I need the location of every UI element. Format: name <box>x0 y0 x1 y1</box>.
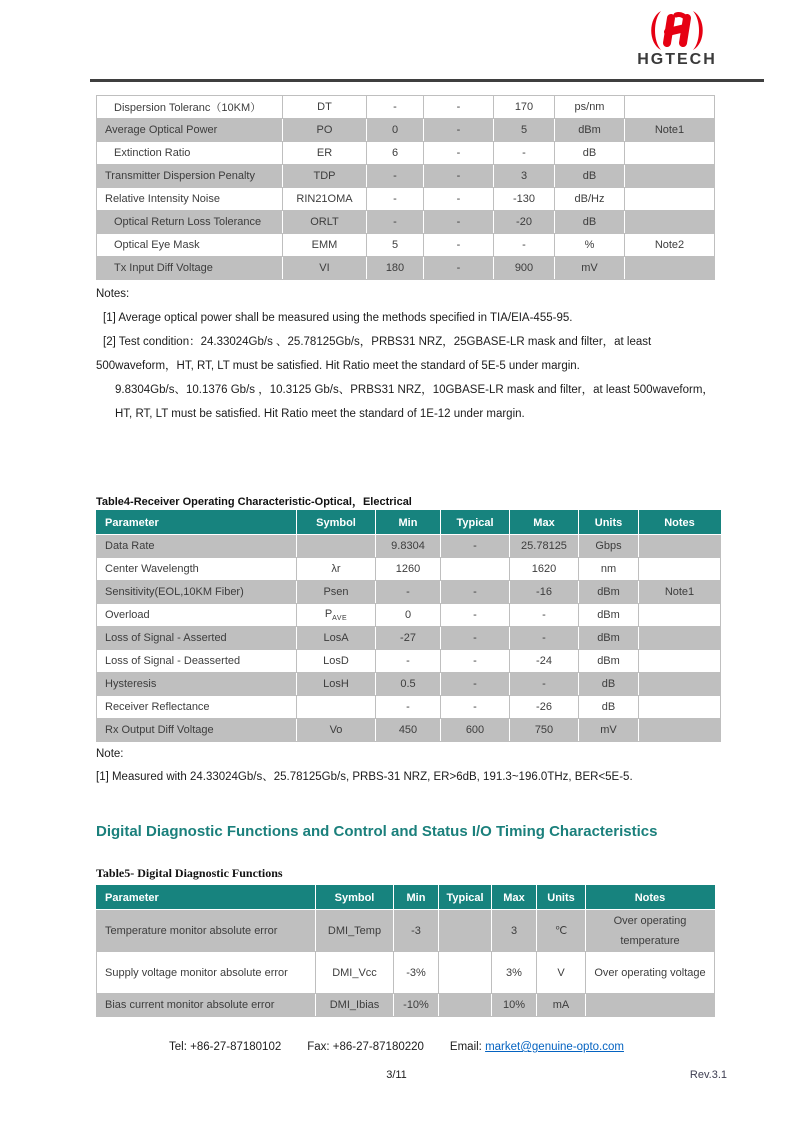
cell-units: mV <box>579 719 639 742</box>
cell-parameter: Hysteresis <box>97 673 297 696</box>
cell-typical <box>439 910 492 952</box>
cell-max: 25.78125 <box>510 535 579 558</box>
cell-symbol: RIN21OMA <box>283 188 367 211</box>
cell-notes <box>639 719 721 742</box>
cell-symbol: EMM <box>283 234 367 257</box>
cell-units: dBm <box>579 627 639 650</box>
cell-notes <box>625 257 715 280</box>
cell-units: ps/nm <box>555 96 625 119</box>
cell-notes <box>586 994 715 1017</box>
cell-min: 5 <box>367 234 424 257</box>
cell-units: dB/Hz <box>555 188 625 211</box>
cell-symbol: DMI_Temp <box>316 910 394 952</box>
note-line: HT, RT, LT must be satisfied. Hit Ratio meet the standard of 1E-12 under margin. <box>115 408 525 420</box>
cell-parameter: Dispersion Toleranc（10KM） <box>97 96 283 119</box>
table-row <box>97 96 715 119</box>
cell-symbol: VI <box>283 257 367 280</box>
header-symbol: Symbol <box>297 511 376 535</box>
cell-max: - <box>510 604 579 627</box>
table-row <box>97 994 715 1017</box>
cell-units: mV <box>555 257 625 280</box>
table-row <box>97 234 715 257</box>
cell-min: 9.8304 <box>376 535 441 558</box>
cell-notes <box>639 604 721 627</box>
cell-notes <box>639 673 721 696</box>
header-notes: Notes <box>639 511 721 535</box>
cell-units: Gbps <box>579 535 639 558</box>
table-header-row <box>97 886 715 910</box>
cell-units: dBm <box>555 119 625 142</box>
cell-min: -10% <box>394 994 439 1017</box>
cell-symbol: Psen <box>297 581 376 604</box>
revision-label: Rev.3.1 <box>689 1069 727 1081</box>
cell-typical: - <box>424 119 494 142</box>
cell-max: - <box>494 142 555 165</box>
note-line: 500waveform，HT, RT, LT must be satisfied. Hit Ratio meet the standard of 5E-5 under margin. <box>96 360 580 372</box>
cell-symbol: Vo <box>297 719 376 742</box>
header-notes: Notes <box>586 886 715 910</box>
cell-typical: - <box>441 604 510 627</box>
cell-typical: - <box>424 96 494 119</box>
cell-parameter: Rx Output Diff Voltage <box>97 719 297 742</box>
cell-typical: - <box>424 234 494 257</box>
cell-notes <box>625 188 715 211</box>
cell-max: 1620 <box>510 558 579 581</box>
cell-notes: Note1 <box>639 581 721 604</box>
cell-notes: Over operating voltage <box>586 952 715 994</box>
cell-min: 1260 <box>376 558 441 581</box>
note-line: [1] Measured with 24.33024Gb/s、25.78125Gb/s, PRBS-31 NRZ, ER>6dB, 191.3~196.0THz, BER<5E-5. <box>96 771 633 783</box>
cell-typical: - <box>424 165 494 188</box>
table-row <box>97 188 715 211</box>
note-title: Note: <box>96 748 124 760</box>
cell-notes: Note2 <box>625 234 715 257</box>
cell-max: 170 <box>494 96 555 119</box>
cell-min: 450 <box>376 719 441 742</box>
note-line: [1] Average optical power shall be measured using the methods specified in TIA/EIA-455-95. <box>103 312 573 324</box>
header-units: Units <box>579 511 639 535</box>
table-row <box>97 535 721 558</box>
cell-parameter: Tx Input Diff Voltage <box>97 257 283 280</box>
hgtech-logo-icon <box>640 8 714 54</box>
notes-title: Notes: <box>96 288 130 300</box>
cell-max: 5 <box>494 119 555 142</box>
cell-units: dB <box>555 165 625 188</box>
cell-notes <box>639 627 721 650</box>
symbol-subscript: AVE <box>332 615 348 623</box>
cell-typical: - <box>441 581 510 604</box>
cell-max: -26 <box>510 696 579 719</box>
cell-symbol: ORLT <box>283 211 367 234</box>
cell-min: 0 <box>376 604 441 627</box>
cell-min: -3% <box>394 952 439 994</box>
cell-units: dBm <box>579 650 639 673</box>
note-block <box>96 743 730 789</box>
cell-min: -27 <box>376 627 441 650</box>
cell-min: - <box>367 188 424 211</box>
cell-symbol: ER <box>283 142 367 165</box>
cell-units: dB <box>555 142 625 165</box>
cell-parameter: Bias current monitor absolute error <box>97 994 316 1017</box>
cell-symbol: DT <box>283 96 367 119</box>
table-row <box>97 119 715 142</box>
cell-typical: - <box>441 650 510 673</box>
cell-min: 6 <box>367 142 424 165</box>
email-link[interactable]: market@genuine-opto.com <box>485 1041 624 1053</box>
cell-symbol: TDP <box>283 165 367 188</box>
header-units: Units <box>537 886 586 910</box>
cell-max: 900 <box>494 257 555 280</box>
cell-notes <box>625 165 715 188</box>
header-max: Max <box>492 886 537 910</box>
cell-max: 10% <box>492 994 537 1017</box>
header-typical: Typical <box>439 886 492 910</box>
cell-typical: - <box>424 142 494 165</box>
header-min: Min <box>376 511 441 535</box>
table-row <box>97 673 721 696</box>
cell-typical <box>439 994 492 1017</box>
cell-parameter: Relative Intensity Noise <box>97 188 283 211</box>
cell-units: % <box>555 234 625 257</box>
cell-notes <box>625 142 715 165</box>
table-row <box>97 910 715 952</box>
cell-parameter: Optical Eye Mask <box>97 234 283 257</box>
table-row <box>97 142 715 165</box>
company-name: HGTECH <box>637 51 717 68</box>
cell-symbol: $P_{AVE}$ <box>297 604 376 627</box>
notes-block <box>96 282 730 426</box>
cell-typical: - <box>424 211 494 234</box>
cell-min: 0.5 <box>376 673 441 696</box>
digital-diagnostic-table <box>96 885 715 1017</box>
transmitter-table-continuation <box>96 95 715 280</box>
cell-min: - <box>367 165 424 188</box>
cell-symbol: LosH <box>297 673 376 696</box>
cell-min: - <box>367 96 424 119</box>
table4-caption: Table4-Receiver Operating Characteristic-Optical，Electrical <box>96 496 412 508</box>
section-heading: Digital Diagnostic Functions and Control and Status I/O Timing Characteristics <box>96 823 658 840</box>
cell-notes <box>639 535 721 558</box>
table-row <box>97 558 721 581</box>
cell-min: - <box>376 650 441 673</box>
cell-parameter: Supply voltage monitor absolute error <box>97 952 316 994</box>
cell-max: -20 <box>494 211 555 234</box>
cell-symbol: PO <box>283 119 367 142</box>
cell-units: mA <box>537 994 586 1017</box>
cell-symbol <box>297 696 376 719</box>
footer-email-label: Email: <box>449 1041 482 1053</box>
cell-symbol: LosD <box>297 650 376 673</box>
table-row <box>97 165 715 188</box>
table-row <box>97 696 721 719</box>
header-parameter: Parameter <box>97 886 316 910</box>
cell-units: dBm <box>579 581 639 604</box>
cell-min: - <box>376 581 441 604</box>
cell-min: -3 <box>394 910 439 952</box>
footer-fax: Fax: +86-27-87180220 <box>307 1041 424 1053</box>
cell-max: 3 <box>492 910 537 952</box>
header-divider <box>90 79 764 82</box>
cell-min: - <box>376 696 441 719</box>
cell-max: 3% <box>492 952 537 994</box>
table-row <box>97 952 715 994</box>
cell-parameter: Loss of Signal - Asserted <box>97 627 297 650</box>
footer-tel: Tel: +86-27-87180102 <box>169 1041 282 1053</box>
cell-symbol: LosA <box>297 627 376 650</box>
table5-caption: Table5- Digital Diagnostic Functions <box>96 866 283 880</box>
receiver-characteristics-table <box>96 510 721 742</box>
cell-symbol: DMI_Ibias <box>316 994 394 1017</box>
page-number: 3/11 <box>386 1069 407 1081</box>
cell-parameter: Center Wavelength <box>97 558 297 581</box>
table-row <box>97 627 721 650</box>
cell-parameter: Transmitter Dispersion Penalty <box>97 165 283 188</box>
cell-parameter: Receiver Reflectance <box>97 696 297 719</box>
cell-notes <box>639 558 721 581</box>
cell-typical: - <box>424 257 494 280</box>
table-row <box>97 581 721 604</box>
cell-units: ℃ <box>537 910 586 952</box>
cell-parameter: Sensitivity(EOL,10KM Fiber) <box>97 581 297 604</box>
cell-units: dBm <box>579 604 639 627</box>
cell-typical: - <box>441 696 510 719</box>
table-row <box>97 719 721 742</box>
cell-typical: - <box>441 535 510 558</box>
cell-parameter: Optical Return Loss Tolerance <box>97 211 283 234</box>
footer-contact <box>0 1041 793 1053</box>
cell-max: - <box>510 627 579 650</box>
header-max: Max <box>510 511 579 535</box>
cell-typical <box>441 558 510 581</box>
cell-typical: - <box>441 673 510 696</box>
cell-max: -16 <box>510 581 579 604</box>
note-line: [2] Test condition：24.33024Gb/s 、25.78125Gb/s，PRBS31 NRZ，25GBASE-LR mask and filter，at least <box>103 336 652 348</box>
table-row <box>97 650 721 673</box>
cell-notes <box>639 650 721 673</box>
cell-typical: 600 <box>441 719 510 742</box>
cell-notes <box>625 211 715 234</box>
cell-symbol: λr <box>297 558 376 581</box>
cell-parameter: Overload <box>97 604 297 627</box>
cell-max: -24 <box>510 650 579 673</box>
table-row <box>97 604 721 627</box>
cell-typical <box>439 952 492 994</box>
cell-notes <box>639 696 721 719</box>
note-line: 9.8304Gb/s、10.1376 Gb/s ，10.3125 Gb/s、PRBS31 NRZ，10GBASE-LR mask and filter，at least 500waveform， <box>115 384 714 396</box>
cell-parameter: Data Rate <box>97 535 297 558</box>
cell-symbol <box>297 535 376 558</box>
cell-min: - <box>367 211 424 234</box>
cell-notes: Over operating temperature <box>586 910 715 952</box>
cell-units: dB <box>579 696 639 719</box>
cell-notes: Note1 <box>625 119 715 142</box>
cell-symbol: DMI_Vcc <box>316 952 394 994</box>
header-min: Min <box>394 886 439 910</box>
header-symbol: Symbol <box>316 886 394 910</box>
cell-max: - <box>494 234 555 257</box>
cell-max: 750 <box>510 719 579 742</box>
cell-parameter: Extinction Ratio <box>97 142 283 165</box>
table-row <box>97 257 715 280</box>
table-header-row <box>97 511 721 535</box>
cell-max: 3 <box>494 165 555 188</box>
cell-units: V <box>537 952 586 994</box>
cell-max: - <box>510 673 579 696</box>
table-row <box>97 211 715 234</box>
cell-units: dB <box>555 211 625 234</box>
cell-notes <box>625 96 715 119</box>
cell-max: -130 <box>494 188 555 211</box>
company-logo <box>612 8 742 69</box>
cell-typical: - <box>441 627 510 650</box>
cell-min: 0 <box>367 119 424 142</box>
cell-parameter: Temperature monitor absolute error <box>97 910 316 952</box>
header-parameter: Parameter <box>97 511 297 535</box>
cell-parameter: Loss of Signal - Deasserted <box>97 650 297 673</box>
cell-parameter: Average Optical Power <box>97 119 283 142</box>
header-typical: Typical <box>441 511 510 535</box>
cell-min: 180 <box>367 257 424 280</box>
cell-units: nm <box>579 558 639 581</box>
cell-typical: - <box>424 188 494 211</box>
cell-units: dB <box>579 673 639 696</box>
